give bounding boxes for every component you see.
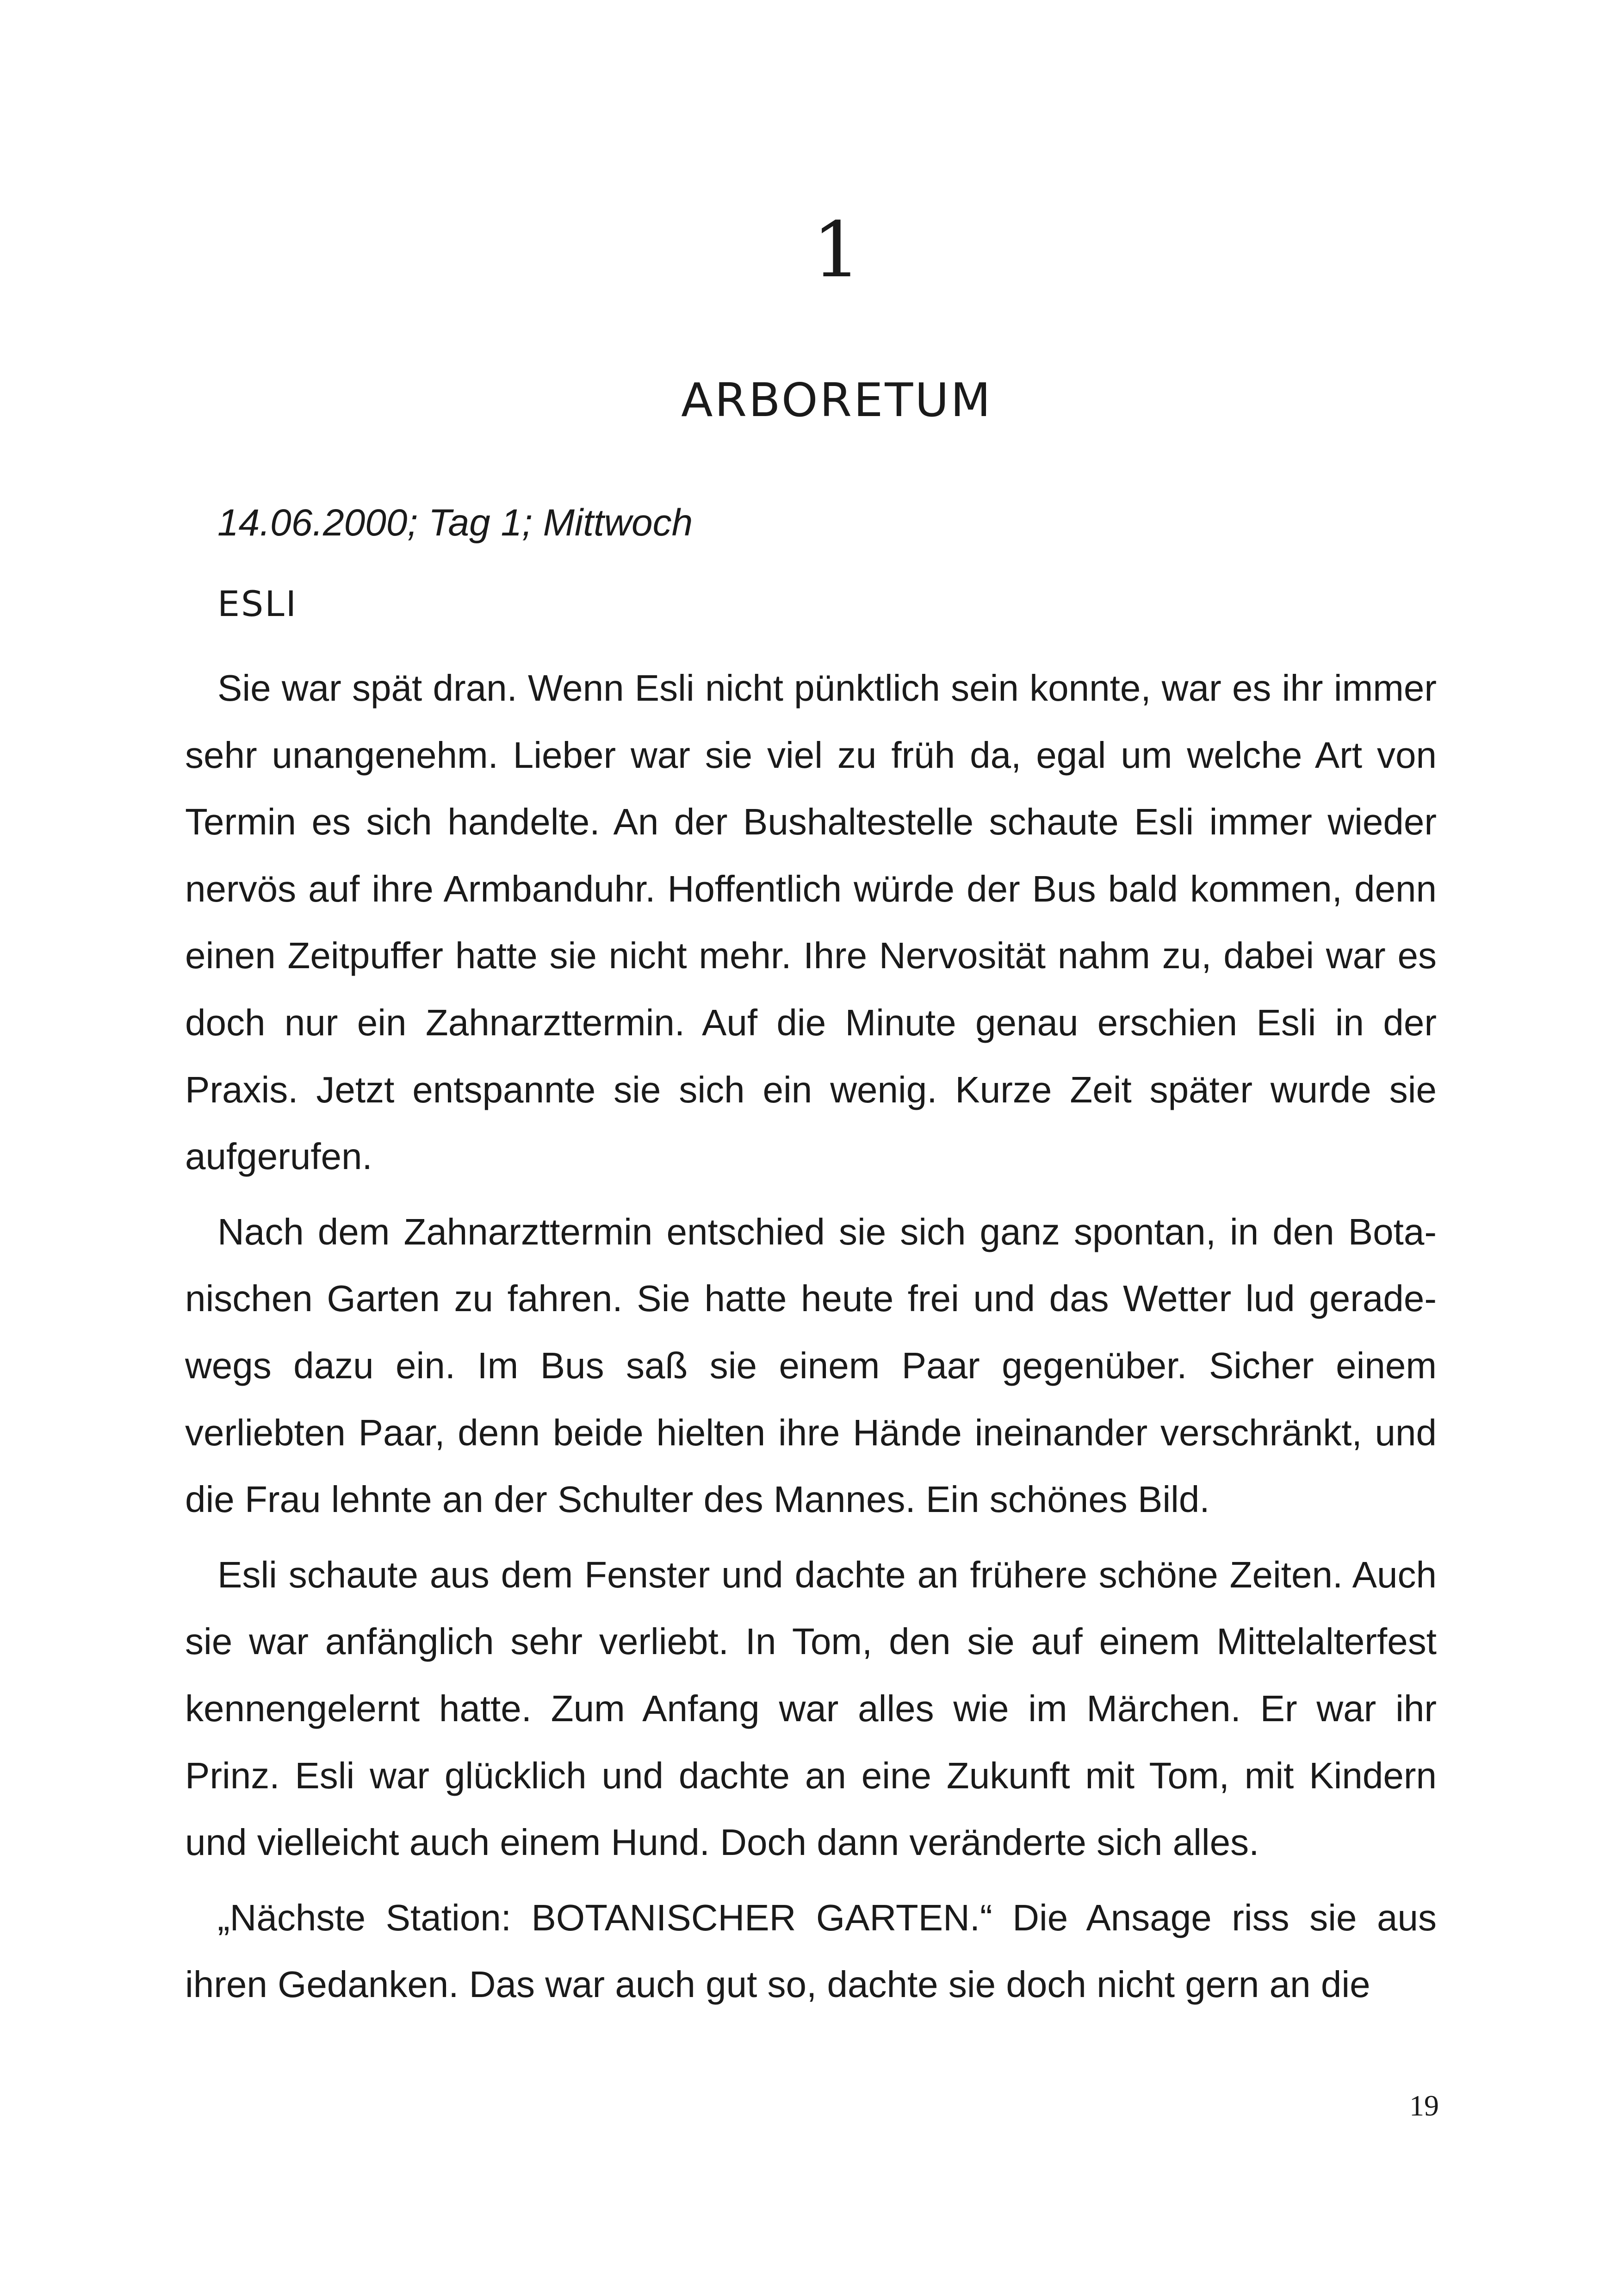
- paragraph-4: „Nächste Station: BOTANISCHER GARTEN.“ Die Ansage riss sie aus ihren Gedanken. Das war auch gut so, dachte sie doch nicht gern an die: [185, 1897, 1437, 2005]
- paragraph-2: Nach dem Zahnarzttermin entschied sie sich ganz spontan, in den Botanischen Garten zu fahren. Sie hatte heute frei und das Wetter lud geradewegs dazu ein. Im Bus saß sie einem Paar gegenüber. Sicher einem verliebten Paar, denn beide hielten ihre Hände ineinander verschränkt, und die Frau lehnte an der Schulter des Mannes. Ein schönes Bild.: [185, 1211, 1437, 1520]
- date-line: 14.06.2000; Tag 1; Mittwoch: [217, 502, 693, 544]
- paragraph-1: Sie war spät dran. Wenn Esli nicht pünktlich sein konnte, war es ihr immer sehr unangenehm. Lieber war sie viel zu früh da, egal um welche Art von Termin es sich handelte. An der Bushaltestelle schaute Esli immer wieder nervös auf ihre Armbanduhr. Hoffentlich würde der Bus bald kommen, denn einen Zeitpuffer hatte sie nicht mehr. Ihre Nervosität nahm zu, dabei war es doch nur ein Zahnarzttermin. Auf die Minute genau erschien Esli in der Praxis. Jetzt entspannte sie sich ein wenig. Kurze Zeit später wurde sie aufgerufen.: [185, 667, 1437, 1177]
- pov-character-name: ESLI: [217, 583, 298, 624]
- body-text: [185, 655, 1437, 2018]
- chapter-title: ARBORETUM: [681, 373, 992, 427]
- chapter-number: 1: [812, 205, 861, 294]
- paragraph-3: Esli schaute aus dem Fenster und dachte an frühere schöne Zeiten. Auch sie war anfänglich sehr verliebt. In Tom, den sie auf einem Mittelalterfest kennengelernt hatte. Zum Anfang war alles wie im Märchen. Er war ihr Prinz. Esli war glücklich und dachte an eine Zukunft mit Tom, mit Kindern und vielleicht auch einem Hund. Doch dann veränderte sich alles.: [185, 1554, 1437, 1863]
- page-number: 19: [1409, 2089, 1439, 2122]
